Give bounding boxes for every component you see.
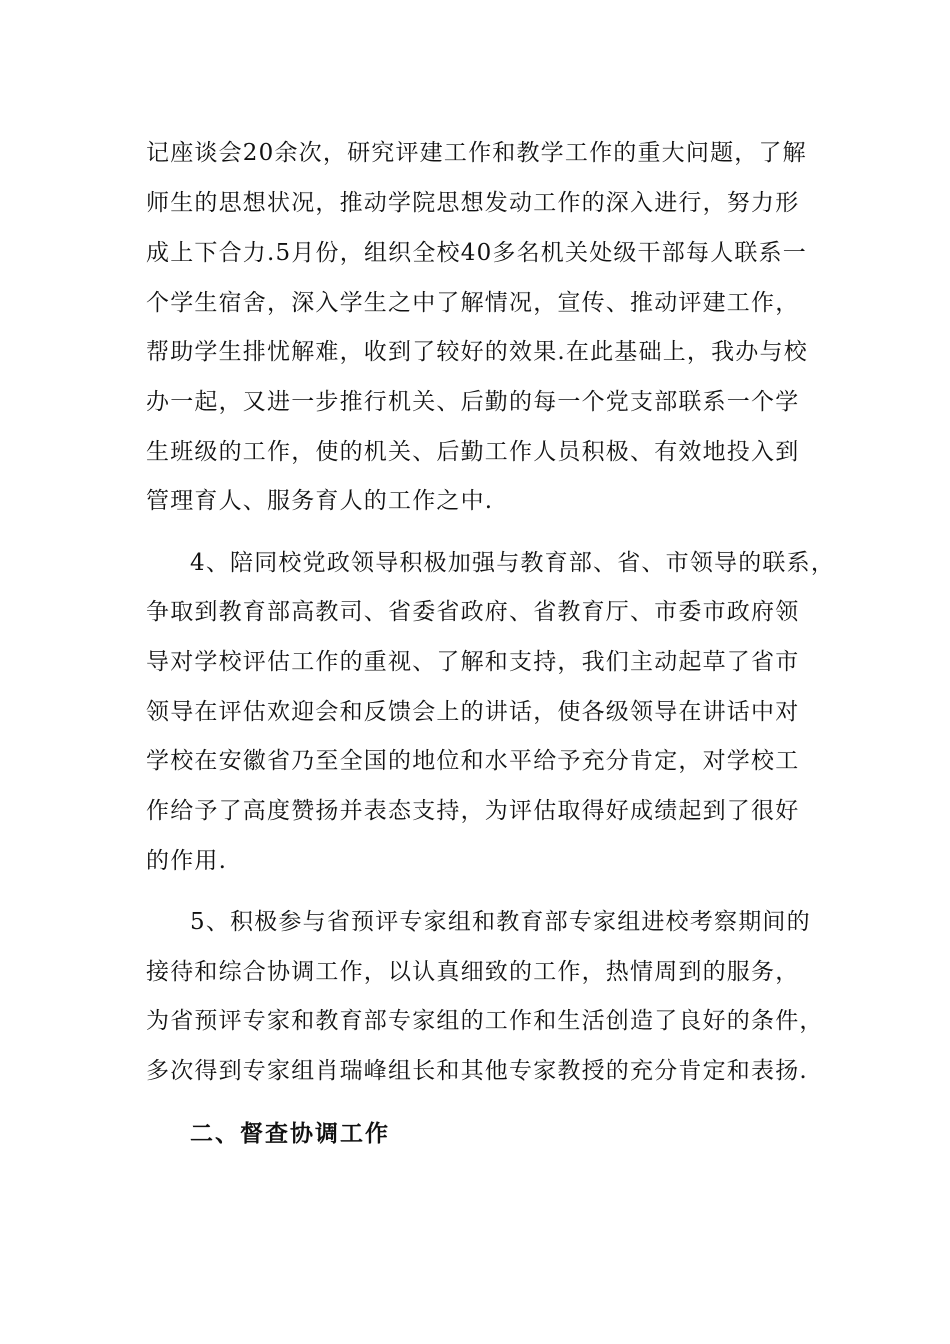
paragraph-2-line-4: 领导在评估欢迎会和反馈会上的讲话，使各级领导在讲话中对	[146, 699, 800, 725]
paragraph-1-line-1: 记座谈会20余次，研究评建工作和教学工作的重大问题，了解	[146, 140, 807, 166]
paragraph-2-line-6: 作给予了高度赞扬并表态支持，为评估取得好成绩起到了很好	[146, 798, 800, 824]
paragraph-1-line-5: 帮助学生排忧解难，收到了较好的效果.在此基础上，我办与校	[146, 339, 808, 365]
paragraph-1-line-6: 办一起，又进一步推行机关、后勤的每一个党支部联系一个学	[146, 389, 800, 415]
paragraph-3-line-2: 接待和综合协调工作，以认真细致的工作，热情周到的服务，	[146, 959, 800, 985]
paragraph-1-line-4: 个学生宿舍，深入学生之中了解情况，宣传、推动评建工作，	[146, 290, 800, 316]
paragraph-3-line-4: 多次得到专家组肖瑞峰组长和其他专家教授的充分肯定和表扬.	[146, 1058, 808, 1084]
paragraph-2-line-2: 争取到教育部高教司、省委省政府、省教育厅、市委市政府领	[146, 599, 800, 625]
paragraph-2-line-3: 导对学校评估工作的重视、了解和支持，我们主动起草了省市	[146, 649, 800, 675]
paragraph-1-line-3: 成上下合力.5月份，组织全校40多名机关处级干部每人联系一	[146, 240, 808, 266]
paragraph-1-line-2: 师生的思想状况，推动学院思想发动工作的深入进行，努力形	[146, 190, 800, 216]
paragraph-2-line-7: 的作用.	[146, 848, 228, 874]
paragraph-2-line-5: 学校在安徽省乃至全国的地位和水平给予充分肯定，对学校工	[146, 748, 800, 774]
section-heading: 二、督查协调工作	[190, 1120, 390, 1147]
paragraph-3-line-3: 为省预评专家和教育部专家组的工作和生活创造了良好的条件，	[146, 1008, 824, 1034]
paragraph-1-line-8: 管理育人、服务育人的工作之中.	[146, 488, 494, 514]
paragraph-1-line-7: 生班级的工作，使的机关、后勤工作人员积极、有效地投入到	[146, 439, 800, 465]
paragraph-2-line-1: 4、陪同校党政领导积极加强与教育部、省、市领导的联系，	[190, 550, 836, 576]
paragraph-3-line-1: 5、积极参与省预评专家组和教育部专家组进校考察期间的	[190, 909, 811, 935]
